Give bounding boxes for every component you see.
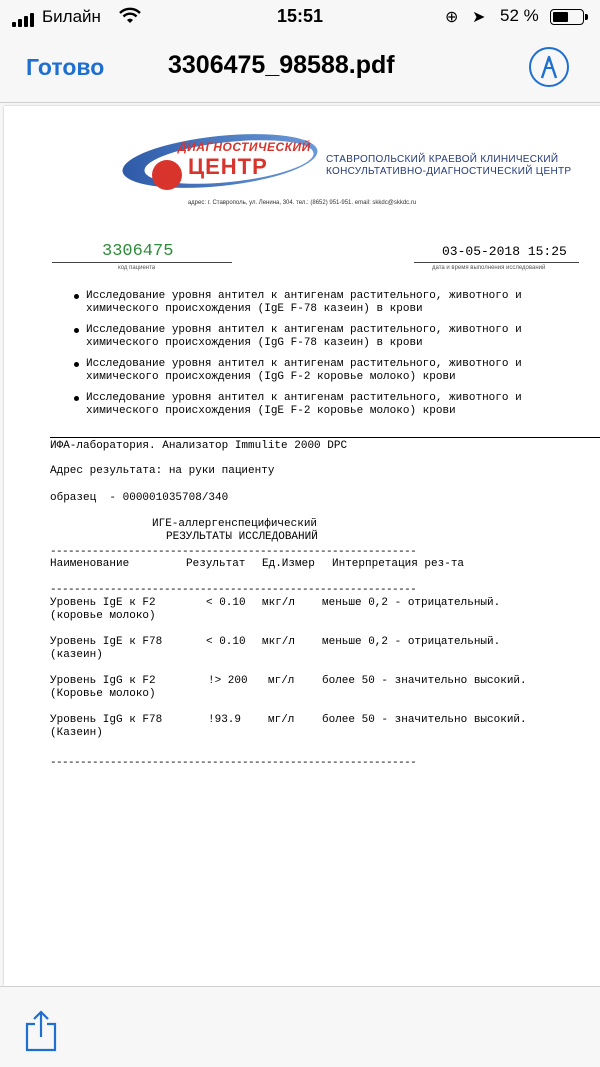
location-icon: ➤ — [472, 9, 486, 26]
carrier-name: Билайн — [42, 7, 101, 26]
rotation-lock-icon: ⊕ — [445, 9, 459, 26]
row-name-sub: (коровье молоко) — [50, 610, 156, 622]
battery-icon — [550, 9, 584, 25]
share-icon[interactable] — [24, 1009, 58, 1053]
status-bar — [0, 0, 600, 36]
exam-datetime-caption: дата и время выполнения исследований — [432, 265, 546, 271]
row-result: !93.9 — [208, 714, 242, 726]
header-interpretation: Интерпретация рез-та — [332, 558, 465, 570]
done-button[interactable]: Готово — [26, 54, 105, 80]
row-unit: мкг/л — [262, 636, 296, 648]
sample-id: образец - 000001035708/340 — [50, 492, 229, 504]
header-result: Результат — [186, 558, 246, 570]
test-list — [72, 290, 556, 426]
row-result: !> 200 — [208, 675, 248, 687]
list-item: Исследование уровня антител к антигенам растительного, животного и химического происхождения (IgG F-78 казеин) в крови — [72, 324, 556, 350]
row-name: Уровень IgG к F2 — [50, 675, 156, 687]
org-name-line2: КОНСУЛЬТАТИВНО-ДИАГНОСТИЧЕСКИЙ ЦЕНТР — [326, 166, 572, 177]
logo-text-line1: ДИАГНОСТИЧЕСКИЙ — [178, 140, 311, 154]
patient-code: 3306475 — [102, 242, 174, 261]
bullet-icon — [74, 396, 79, 401]
row-result: < 0.10 — [206, 636, 246, 648]
battery-level — [553, 12, 568, 22]
patient-code-caption: код пациента — [118, 265, 156, 271]
row-name-sub: (казеин) — [50, 649, 103, 661]
row-name-sub: (Казеин) — [50, 727, 103, 739]
row-interpretation: меньше 0,2 - отрицательный. — [322, 597, 501, 609]
lab-info: ИФА-лаборатория. Анализатор Immulite 2000 DPC — [50, 440, 348, 452]
clock: 15:51 — [276, 6, 324, 26]
logo-emblem-icon — [152, 160, 182, 190]
row-interpretation: более 50 - значительно высокий. — [322, 714, 527, 726]
row-unit: мг/л — [268, 675, 295, 687]
header-unit: Ед.Измер — [262, 558, 315, 570]
table-dash-line: ------------------------------------------------------------- — [50, 584, 417, 596]
row-name: Уровень IgG к F78 — [50, 714, 163, 726]
header-name: Наименование — [50, 558, 130, 570]
bullet-icon — [74, 328, 79, 333]
row-result: < 0.10 — [206, 597, 246, 609]
list-item: Исследование уровня антител к антигенам растительного, животного и химического происхождения (IgE F-2 коровье молоко) крови — [72, 392, 556, 418]
section-divider — [50, 437, 600, 438]
org-name-line1: СТАВРОПОЛЬСКИЙ КРАЕВОЙ КЛИНИЧЕСКИЙ — [326, 154, 559, 165]
table-dash-line: ------------------------------------------------------------- — [50, 546, 417, 558]
table-dash-line: ------------------------------------------------------------- — [50, 757, 417, 769]
diagnostic-center-logo — [122, 132, 322, 194]
row-unit: мкг/л — [262, 597, 296, 609]
exam-datetime: 03-05-2018 15:25 — [442, 244, 567, 259]
logo-text-line2: ЦЕНТР — [188, 154, 268, 179]
battery-percent: 52 % — [500, 6, 539, 25]
org-address: адрес: г. Ставрополь, ул. Ленина, 304. тел.: (8652) 951-951. email: skkdc@skkdc.ru — [187, 200, 417, 206]
bottom-toolbar — [0, 986, 600, 1067]
exam-datetime-underline — [414, 262, 579, 263]
pdf-page[interactable] — [4, 106, 600, 986]
bullet-icon — [74, 362, 79, 367]
file-title: 3306475_98588.pdf — [168, 51, 395, 79]
section-title-2: РЕЗУЛЬТАТЫ ИССЛЕДОВАНИЙ — [166, 531, 318, 543]
row-interpretation: меньше 0,2 - отрицательный. — [322, 636, 501, 648]
markup-pen-icon[interactable] — [529, 47, 569, 87]
result-address: Адрес результата: на руки пациенту — [50, 465, 275, 477]
list-item: Исследование уровня антител к антигенам растительного, животного и химического происхождения (IgG F-2 коровье молоко) крови — [72, 358, 556, 384]
row-name: Уровень IgE к F2 — [50, 597, 156, 609]
row-name-sub: (Коровье молоко) — [50, 688, 156, 700]
row-name: Уровень IgE к F78 — [50, 636, 163, 648]
row-unit: мг/л — [268, 714, 295, 726]
nav-bar — [0, 36, 600, 103]
list-item: Исследование уровня антител к антигенам растительного, животного и химического происхождения (IgE F-78 казеин) в крови — [72, 290, 556, 316]
row-interpretation: более 50 - значительно высокий. — [322, 675, 527, 687]
section-title-1: ИГЕ-аллергенспецифический — [152, 518, 318, 530]
bullet-icon — [74, 294, 79, 299]
patient-code-underline — [52, 262, 232, 263]
